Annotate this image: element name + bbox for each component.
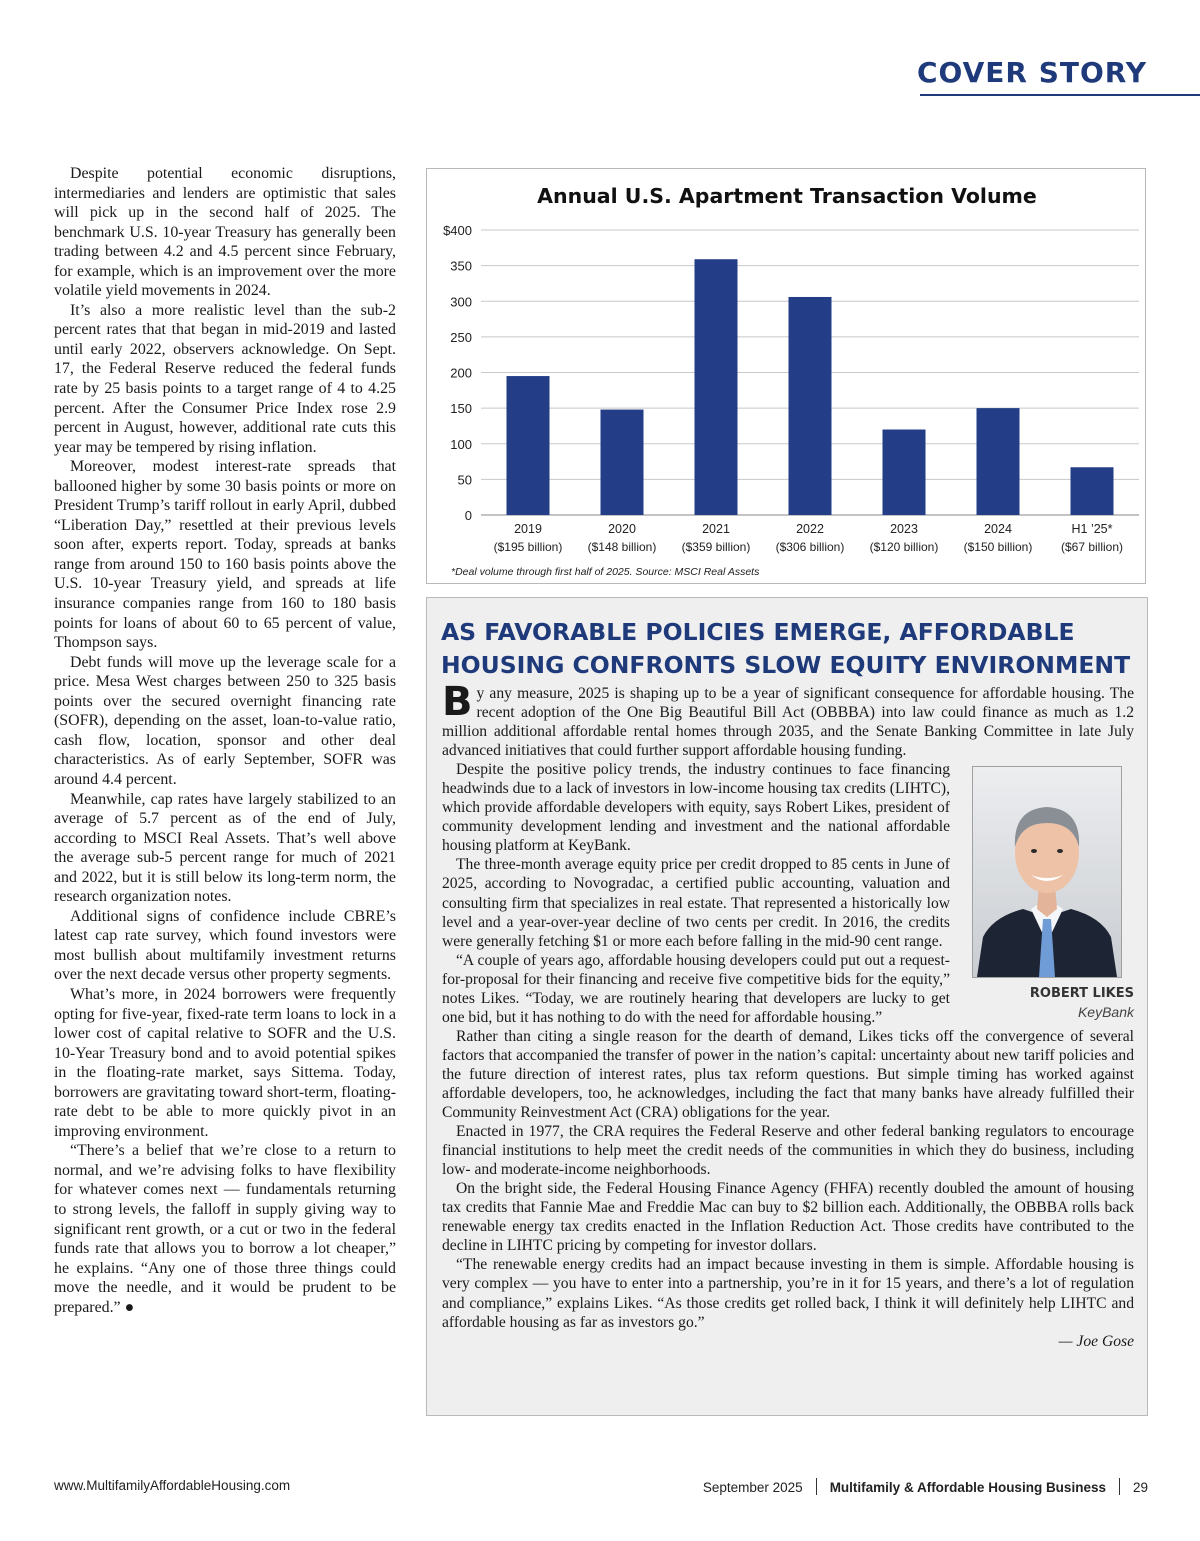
bar — [789, 297, 832, 515]
page-number: 29 — [1132, 1480, 1148, 1495]
x-tick-sublabel: ($148 billion) — [587, 540, 657, 554]
y-tick-label: 300 — [450, 294, 472, 310]
sidebar-headline: AS FAVORABLE POLICIES EMERGE, AFFORDABLE HOUSING CONFRONTS SLOW EQUITY ENVIRONMENT — [441, 618, 1131, 679]
article-paragraph: Moreover, modest interest-rate spreads that ballooned higher by some 30 basis points or more on President Trump’s tariff rollout in early April, dubbed “Liberation Day,” resettled at their previous levels soon after, experts report. Today, spreads at banks range from around 150 to 160 basis points above the U.S. 10-year Treasury yield, and spreads at life insurance companies range from 160 to 180 basis points for loans of about 60 to 65 percent of value, Thompson says. — [54, 458, 396, 652]
footer-meta — [703, 1478, 1148, 1495]
portrait-name: ROBERT LIKES — [1029, 986, 1134, 1002]
sidebar-paragraph: On the bright side, the Federal Housing Finance Agency (FHFA) recently doubled the amount of housing tax credits that Fannie Mae and Freddie Mac can buy to $2 billion each. Additionally, the OBBBA rolls back renewable energy tax credits enacted in the Inflation Reduction Act. Those credits have contributed to the decline in LIHTC pricing by competing for investor dollars. — [442, 1180, 1134, 1255]
sidebar-box — [426, 597, 1148, 1416]
sidebar-paragraph: “The renewable energy credits had an impact because investing in them is simple. Affordable housing is very complex — you have to enter into a partnership, you’re in it for 15 years, and there’s a lot of regulation and compliance,” explains Likes. “As those credits get rolled back, I think it will definitely help LIHTC and affordable housing as far as investors go.” — [442, 1256, 1134, 1331]
y-tick-label: 250 — [450, 329, 472, 345]
y-tick-label: 200 — [450, 365, 472, 381]
bar — [601, 410, 644, 515]
sidebar-paragraph: Despite the positive policy trends, the industry continues to face financing headwinds due to a lack of investors in low-income housing tax credits (LIHTC), which provide affordable developers with equity, says Robert Likes, president of community development lending and investment and the national affordable housing platform at KeyBank. — [442, 761, 950, 855]
footer-url: www.MultifamilyAffordableHousing.com — [54, 1478, 291, 1493]
x-tick-label: 2021 — [702, 522, 730, 536]
chart-title: Annual U.S. Apartment Transaction Volume — [537, 184, 1037, 208]
article-column — [54, 164, 396, 1317]
bar — [695, 259, 738, 515]
footer-divider — [1119, 1478, 1120, 1495]
article-paragraph: “There’s a belief that we’re close to a return to normal, and we’re advising folks to have flexibility for whatever comes next — fundamentals returning to strong levels, the falloff in supply giving way to significant rent growth, or a cut or two in the federal funds rate that allows you to borrow a lot cheaper,” he explains. “Any one of those three things could move the needle, and it would be prudent to be prepared.” ● — [54, 1142, 396, 1316]
bar — [507, 376, 550, 515]
y-tick-label: 50 — [457, 472, 472, 488]
y-tick-label: 100 — [450, 436, 472, 452]
sidebar-paragraph: Enacted in 1977, the CRA requires the Federal Reserve and other federal banking regulators to encourage financial institutions to help meet the credit needs of the communities in which they do business, including low- and moderate-income neighborhoods. — [442, 1123, 1134, 1179]
bar — [1071, 467, 1114, 515]
footer-divider — [816, 1478, 817, 1495]
chart-footnote: *Deal volume through first half of 2025. Source: MSCI Real Assets — [451, 566, 760, 578]
footer-publication: Multifamily & Affordable Housing Business — [829, 1480, 1106, 1495]
portrait-org: KeyBank — [1077, 1004, 1134, 1021]
footer-date: September 2025 — [702, 1480, 803, 1495]
article-paragraph: Debt funds will move up the leverage scale for a price. Mesa West charges between 250 to 325 basis points over the secured overnight financing rate (SOFR), depending on the asset, loan-to-value ratio, cash flow, location, sponsor and other deal characteristics. As of early September, SOFR was around 4.4 percent. — [54, 653, 396, 788]
article-paragraph: Additional signs of confidence include CBRE’s latest cap rate survey, which found investors were most bullish about multifamily investment returns over the next decade versus other property segments. — [54, 907, 396, 984]
section-label: COVER STORY — [917, 56, 1148, 89]
y-tick-label: $400 — [443, 223, 472, 238]
x-tick-sublabel: ($359 billion) — [681, 540, 751, 554]
x-tick-label: 2024 — [984, 522, 1012, 536]
transaction-volume-chart — [426, 168, 1146, 584]
section-rule — [920, 94, 1200, 96]
sidebar-lead-text: y any measure, 2025 is shaping up to be a year of significant consequence for affordable housing. The recent adoption of the One Big Beautiful Bill Act (OBBBA) into law could finance as much as 1.2 million additional affordable rental homes through 2035, and the Senate Banking Committee in late July advanced initiatives that could further support affordable housing funding. — [442, 685, 1134, 760]
sidebar-body — [442, 679, 1134, 1351]
sidebar-paragraph: The three-month average equity price per credit dropped to 85 cents in June of 2025, according to Novogradac, a certified public accounting, valuation and consulting firm that specializes in real estate. That represented a historically low level and a year-over-year decline of two cents per credit. In 2016, the credits were generally fetching $1 or more each before falling in the mid-90 cent range. — [442, 856, 950, 950]
x-tick-sublabel: ($120 billion) — [869, 540, 939, 554]
drop-cap: B — [442, 679, 473, 725]
x-tick-sublabel: ($67 billion) — [1060, 540, 1124, 554]
y-tick-label: 150 — [450, 401, 472, 417]
y-tick-label: 0 — [464, 508, 472, 523]
x-tick-label: 2020 — [608, 522, 636, 536]
x-tick-sublabel: ($306 billion) — [775, 540, 845, 554]
sidebar-paragraph: “A couple of years ago, affordable housing developers could put out a request-for-proposal for their financing and receive five competitive bids for the equity,” notes Likes. “Today, we are routinely hearing that developers are lucky to get one bid, but it has nothing to do with the need for affordable housing.” — [442, 951, 950, 1026]
article-paragraph: Despite potential economic disruptions, intermediaries and lenders are optimistic that sales will pick up in the second half of 2025. The benchmark U.S. 10-year Treasury has generally been trading between 4.2 and 4.5 percent since February, for example, which is an improvement over the more volatile yield movements in 2024. — [54, 165, 396, 300]
x-tick-label: 2022 — [796, 522, 824, 536]
x-tick-sublabel: ($150 billion) — [963, 540, 1033, 554]
x-tick-sublabel: ($195 billion) — [493, 540, 563, 554]
x-tick-label: H1 ’25* — [1071, 522, 1113, 536]
article-paragraph: Meanwhile, cap rates have largely stabilized to an average of 5.7 percent as of the end of July, according to MSCI Real Assets. That’s well above the average sub-5 percent range for much of 2021 and 2022, but it is still below its long-term norm, the research organization notes. — [54, 790, 396, 906]
bar — [883, 430, 926, 516]
x-tick-label: 2019 — [514, 522, 542, 536]
sidebar-paragraph: Rather than citing a single reason for the dearth of demand, Likes ticks off the convergence of several factors that accompanied the transfer of power in the nation’s capital: uncertainty about new tariff policies and the future direction of interest rates, plus tax reform questions. But simple timing has worked against affordable developers, too, he acknowledges, including the fact that many banks have already fulfilled their Community Reinvestment Act (CRA) obligations for the year. — [442, 1027, 1134, 1122]
article-paragraph: It’s also a more realistic level than the sub-2 percent rates that that began in mid-2019 and lasted until early 2022, observers acknowledge. On Sept. 17, the Federal Reserve reduced the federal funds rate by 25 basis points to a target range of 4 to 4.25 percent. After the Consumer Price Index rose 2.9 percent in August, however, additional rate cuts this year may be tempered by rising inflation. — [54, 301, 396, 456]
article-paragraph: What’s more, in 2024 borrowers were frequently opting for five-year, fixed-rate term loans to lock in a lower cost of capital relative to SOFR and the U.S. 10-Year Treasury bond and to avoid potential spikes in the floating-rate market, says Sittema. Today, borrowers are gravitating toward short-term, floating-rate debt to be able to more quickly pivot in an improving environment. — [54, 985, 396, 1140]
portrait-figure — [964, 766, 1134, 1022]
bar — [977, 408, 1020, 515]
sidebar-lead-paragraph — [442, 679, 1134, 760]
chart-canvas — [427, 169, 1145, 583]
y-tick-label: 350 — [450, 258, 472, 274]
x-tick-label: 2023 — [890, 522, 918, 536]
portrait-photo — [972, 766, 1122, 978]
byline: — Joe Gose — [1058, 1332, 1134, 1350]
